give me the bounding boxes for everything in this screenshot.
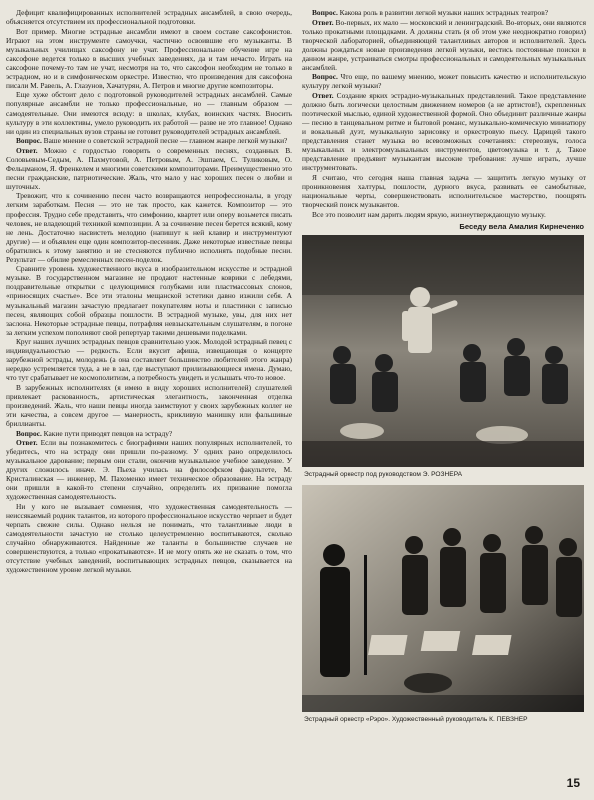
paragraph bbox=[6, 438, 292, 501]
paragraph bbox=[6, 429, 292, 438]
paragraph-text: Создание ярких эстрадно-музыкальных представлений. Такое представление должно быть логически целостным движением номеров (а не артистов!), скрепленных поэтической мыслью, единой художественной формой. Оно объединит различные жанры — песню в танцевальном ритме и бытовой романс, музыкально-комическую миниатюру и вокальный дуэт, музыкальную зарисовку и оркестровую пьесу. Царицей такого представления станет музыка во всевозможных сочетаниях: стереозвук, голоса музыкальных и электромузыкальных инструментов, цветомузыка и т. д. Такое представление предъявит музыкантам высокие требования: лучше играть, лучше инструментовать. bbox=[302, 90, 586, 173]
right-column bbox=[302, 8, 586, 784]
paragraph-text: Вот пример. Многие эстрадные ансамбли имеют в своем составе саксофонистов. Играют на этом инструменте самоучки, частично освоившие его музыканты. В музыкальных училищах саксофону не учат. Профессиональное обучение игре на саксофоне ведется только в высших учебных заведениях, да и там нечасто. Играть на саксофоне почему-то там не учат, несмотря на то, что саксофон необходим не только в эстрадном, но и в симфоническом оркестре. Известно, что произведения для саксофона писали М. Равель, А. Глазунов, Хачатурян, А. Петров и многие другие композиторы. bbox=[6, 26, 292, 90]
interview-credit: Беседу вела Амалия Кирнеченко bbox=[459, 221, 584, 231]
caption-photo-rosner: Эстрадный оркестр под руководством Э. РОЗНЕРА bbox=[304, 470, 463, 478]
paragraph bbox=[302, 72, 586, 90]
paragraph-lead: Ответ. bbox=[16, 438, 38, 448]
paragraph-lead: Вопрос. bbox=[16, 428, 42, 438]
paragraph bbox=[6, 8, 292, 26]
paragraph bbox=[6, 264, 292, 336]
paragraph-text: Во-первых, их мало — московский и ленинградский. Во-вторых, они являются только прокатными площадками. А должны стать (я об этом уже неоднократно говорил) творческой лабораторией, объединяющей талантливых авторов и исполнителей. Здесь должны рождаться новые произведения легкой музыки, вестись постоянные поиски в данном жанре, устраиваться смотры профессиональных и самодеятельных музыкальных ансамблей. bbox=[302, 17, 586, 72]
paragraph-text: Круг наших лучших эстрадных певцов сравнительно узок. Молодой эстрадный певец с индивидуальностью — редкость. Если вкусит афиша, извещающая о концерте зарубежной эстрады, молодежь (а она составляет большинство любителей этого жанра) нередко устремляется туда, а не в зал, где выступают прилизывающиеся имена. Думаю, что тут срабатывает не космополитизм, а потребность увидеть и услышать что-то новое. bbox=[6, 337, 292, 383]
paragraph-lead: Ответ. bbox=[16, 145, 38, 155]
paragraph bbox=[6, 90, 292, 135]
paragraph-text: В зарубежных исполнителях (я имею в виду хороших исполнителей) слушателей привлекает раскованность, артистическая элегантность, законченная отделка произведений. Жаль, что наши певцы иногда заимствуют у своих зарубежных коллег не эти качества, а совсем другое — манерность, крикливую манишку или фальшивые бриллианты. bbox=[6, 382, 292, 429]
paragraph-lead: Ответ. bbox=[312, 90, 334, 100]
paragraph bbox=[6, 146, 292, 191]
photo-orchestra-rosner bbox=[302, 235, 584, 467]
paragraph-lead: Вопрос. bbox=[312, 8, 338, 17]
paragraph-text: Сравните уровень художественного вкуса в изобразительном искусстве и эстрадной музыке. В государственном магазине не продают настенные коврики с лебедями, поздравительные открытки с целующимися голубками или пластмассовых слонов, «приносящих счастье». Все эти эталоны мещанской эстетики давно изжили себя. А музыкальный магазин зачастую предлагает покупателям ноты и пластинки с записью песен, являющих собой образцы пошлости. В эстрадной музыке, увы, для них нет заслона. Некоторые эстрадные певцы, потрафляя невзыскательным слушателям, в погоне за легким успехом пополняют свой репертуар такими дешевыми поделками. bbox=[6, 264, 292, 337]
photo-orchestra-revzner bbox=[302, 485, 584, 712]
paragraph-text: Если вы познакомитесь с биографиями наших популярных исполнителей, то убедитесь, что на эстраду они пришли по-разному. У одних рано определилось музыкальное дарование; первым они стали, окончив музыкальное учебное заведение. У других сложилось иначе. Э. Пьеха училась на философском факультете, М. Кристалинская — инженер, М. Пахоменко имеет техническое образование. На эстраду они пришли в какой-то степени случайно, определить их призвание помогла художественная самодеятельность. bbox=[6, 438, 292, 502]
paragraph-text: Ни у кого не вызывает сомнения, что художественная самодеятельность — неиссякаемый родник талантов, из которого профессиональное искусство черпает и будет черпать свежие силы. Однако нельзя не понимать, что талантливые люди в самодеятельности зачастую не столько целеустремленно воспитываются, сколько случайно обнаруживаются. Найденные же таланты в большинстве случаев не совершенствуются, а только «прокатываются». И не могу опять же не сказать о том, что отсутствие учебных заведений, воспитывающих эстрадных певцов, сказывается на художественном уровне легкой музыки. bbox=[6, 502, 292, 575]
caption-photo-revzner: Эстрадный оркестр «Рэро». Художественный руководитель К. ПЕВЗНЕР bbox=[304, 715, 528, 723]
paragraph bbox=[302, 8, 586, 17]
paragraph-text: Я считаю, что сегодня наша главная задача — защитить легкую музыку от проникновения халтуры, пошлости, дурного вкуса, развивать ее самобытные, национальные черты, совершенствовать исполнительское мастерство, поощрять творческий поиск музыкантов. bbox=[302, 172, 586, 209]
paragraph bbox=[302, 91, 586, 172]
paragraph-text: Еще хуже обстоит дело с подготовкой руководителей эстрадных ансамблей. Самые популярные ансамбли не только профессиональные, но — главным образом — самодеятельные. Они имеются всюду: в школах, клубах, воинских частях. Вносить культуру в эти коллективы, умело руководить их работой — разве не это главное! Однако ни один из специальных вузов страны не готовит руководителей эстрадных ансамблей. bbox=[6, 90, 292, 136]
paragraph-text: Какие пути приводят певцов на эстраду? bbox=[41, 428, 173, 438]
left-text-column bbox=[6, 8, 292, 784]
paragraph-text: Все это позволит нам дарить людям яркую, жизнеутверждающую музыку. bbox=[312, 209, 546, 219]
paragraph-text: Ваше мнение о советской эстрадной песне — главном жанре легкой музыки? bbox=[41, 136, 288, 146]
paragraph-text: Какова роль в развитии легкой музыки наших эстрадных театров? bbox=[337, 8, 549, 17]
paragraph bbox=[6, 383, 292, 428]
paragraph-lead: Вопрос. bbox=[16, 136, 42, 146]
paragraph-lead: Ответ. bbox=[312, 17, 334, 27]
paragraph bbox=[6, 502, 292, 574]
paragraph bbox=[302, 18, 586, 72]
page-number: 15 bbox=[566, 776, 580, 790]
paragraph-text: Тревожит, что к сочинению песен часто возвращаются непрофессионалы, в угоду легким заработкам. Песня — это не так просто, как кажется. Композитор — это профессия. Трудно себе представить, что симфонию, квартет или оперу возьмется писать человек, не владеющий техникой композиции. А за сочинение песен берется всякий, кому не лень. Достаточно насвистеть мелодию (напишут к ней клавир и инструментуют другие) — и объявлен еще один композитор-песенник. Даже некоторые известные певцы обратились к этому занятию и не стесняются публично исполнять подобные песни. Результат — обилие ремесленных песен-поделок. bbox=[6, 191, 292, 264]
paragraph bbox=[6, 191, 292, 263]
paragraph bbox=[302, 173, 586, 209]
right-text-block bbox=[302, 8, 586, 219]
paragraph bbox=[6, 27, 292, 90]
paragraph-lead: Вопрос. bbox=[312, 72, 338, 82]
paragraph bbox=[6, 337, 292, 382]
paragraph-text: Что еще, по вашему мнению, может повысить качество и исполнительскую культуру легкой музыки? bbox=[302, 72, 586, 91]
paragraph-text: Дефицит квалифицированных исполнителей эстрадных ансамблей, в свою очередь, объясняется отсутствием их профессиональной подготовки. bbox=[6, 8, 292, 27]
paragraph bbox=[6, 136, 292, 145]
paragraph-text: Можно с гордостью говорить о современных песнях, созданных В. Соловьевым-Седым, А. Пахмутовой, А. Петровым, А. Эшпаем, С. Туликовым, О. Фельцманом, Я. Френкелем и многими советскими композиторами. Преимущественно это песни гражданские, патриотические. Жаль, что мало у нас хороших песен о любви и шуточных. bbox=[6, 145, 292, 191]
paragraph bbox=[302, 210, 586, 219]
